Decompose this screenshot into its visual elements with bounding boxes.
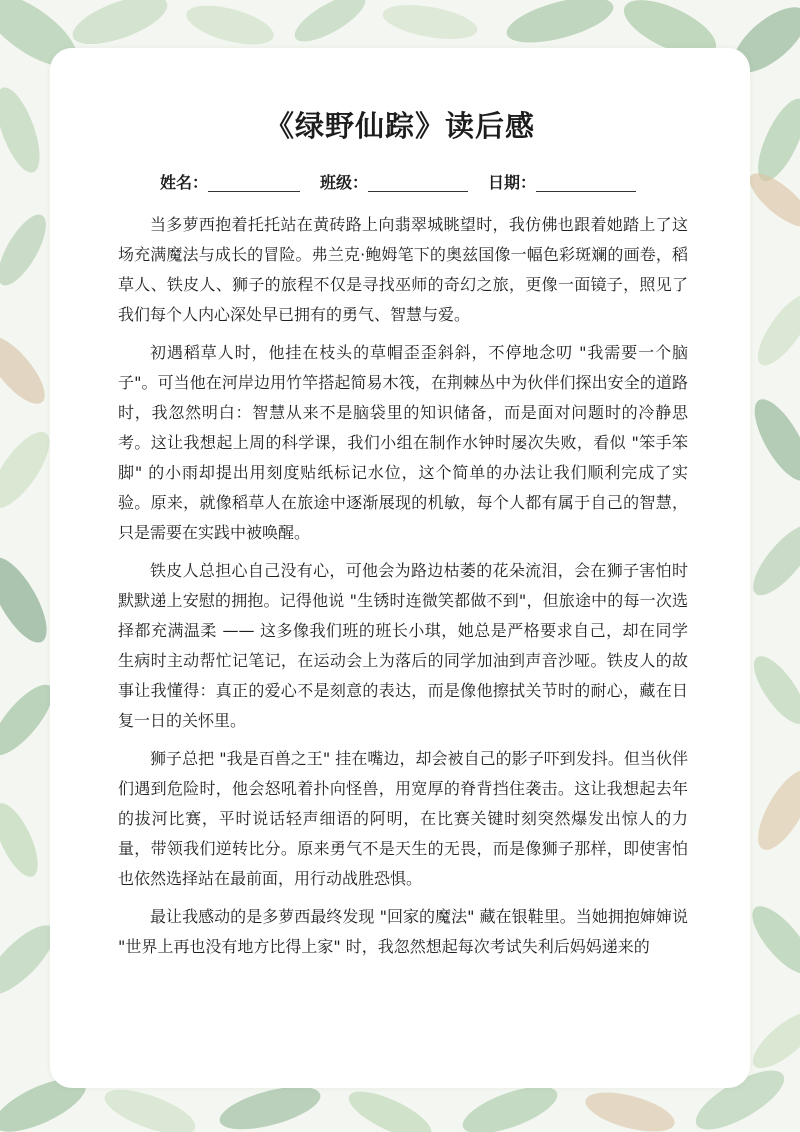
date-field[interactable] xyxy=(488,170,636,198)
essay-body xyxy=(118,210,688,970)
paragraph: 最让我感动的是多萝西最终发现 "回家的魔法" 藏在银鞋里。当她拥抱婶婶说 "世界上再也没有地方比得上家" 时，我忽然想起每次考试失利后妈妈递来的 xyxy=(118,907,688,956)
leaf-icon xyxy=(745,649,800,732)
leaf-icon xyxy=(749,287,800,373)
leaf-icon xyxy=(581,1085,678,1132)
paragraph: 铁皮人总担心自己没有心，可他会为路边枯萎的花朵流泪，会在狮子害怕时默默递上安慰的拥抱。记得他说 "生锈时连微笑都做不到"，但旅途中的每一次选择都充满温柔 —— 这多像我们班的班长小琪，她总是严格要求自己，却在同学生病时主动帮忙记笔记，在运动会上为落后的同学加油到声音沙哑。铁皮人的故事让我懂得：真正的爱心不是刻意的表达，而是像他擦拭关节时的耐心，藏在日复一日的关怀里。 xyxy=(118,561,688,730)
info-row xyxy=(160,170,660,198)
leaf-icon xyxy=(0,797,46,882)
leaf-icon xyxy=(502,0,618,52)
paragraph: 当多萝西抱着托托站在黄砖路上向翡翠城眺望时，我仿佛也跟着她踏上了这场充满魔法与成长的冒险。弗兰克·鲍姆笔下的奥兹国像一幅色彩斑斓的画卷，稻草人、铁皮人、狮子的旅程不仅是寻找巫师的奇幻之旅，更像一面镜子，照见了我们每个人内心深处早已拥有的勇气、智慧与爱。 xyxy=(118,215,688,324)
leaf-icon xyxy=(743,516,800,604)
date-blank-line[interactable] xyxy=(536,173,636,192)
leaf-icon xyxy=(288,0,371,50)
leaf-icon xyxy=(380,0,480,45)
name-blank-line[interactable] xyxy=(208,173,300,192)
leaf-icon xyxy=(343,1082,437,1132)
name-label: 姓名： xyxy=(160,173,209,192)
name-field[interactable] xyxy=(160,170,300,198)
class-field[interactable] xyxy=(320,170,468,198)
leaf-icon xyxy=(0,208,55,292)
leaf-icon xyxy=(99,1081,200,1132)
class-label: 班级： xyxy=(320,173,369,192)
leaf-icon xyxy=(67,0,173,54)
date-label: 日期： xyxy=(488,173,537,192)
class-blank-line[interactable] xyxy=(368,173,468,192)
leaf-icon xyxy=(748,763,800,858)
leaf-icon xyxy=(0,328,54,413)
leaf-icon xyxy=(182,0,277,52)
leaf-icon xyxy=(745,1003,800,1077)
page-title: 《绿野仙踪》读后感 xyxy=(264,109,535,143)
paragraph: 初遇稻草人时，他挂在枝头的草帽歪歪斜斜，不停地念叨 "我需要一个脑子"。可当他在河岸边用竹竿搭起简易木筏，在荆棘丛中为伙伴们探出安全的道路时，我忽然明白：智慧从来不是脑袋里的知识储备，而是面对问题时的冷静思考。这让我想起上周的科学课，我们小组在制作水钟时屡次失败，看似 "笨手笨脚" 的小雨却提出用刻度贴纸标记水位，这个简单的办法让我们顺利完成了实验。原来，就像稻草人在旅途中逐渐展现的机敏，每个人都有属于自己的智慧，只是需要在实践中被唤醒。 xyxy=(118,343,688,542)
leaf-icon xyxy=(0,549,58,650)
paragraph: 狮子总把 "我是百兽之王" 挂在嘴边，却会被自己的影子吓到发抖。但当伙伴们遇到危险时，他会怒吼着扑向怪兽，用宽厚的脊背挡住袭击。这让我想起去年的拔河比赛，平时说话轻声细语的阿明，在比赛关键时刻突然爆发出惊人的力量，带领我们逆转比分。原来勇气不是天生的无畏，而是像狮子那样，即使害怕也依然选择站在最前面，用行动战胜恐惧。 xyxy=(118,749,688,888)
leaf-icon xyxy=(743,898,800,983)
leaf-icon xyxy=(744,392,800,489)
